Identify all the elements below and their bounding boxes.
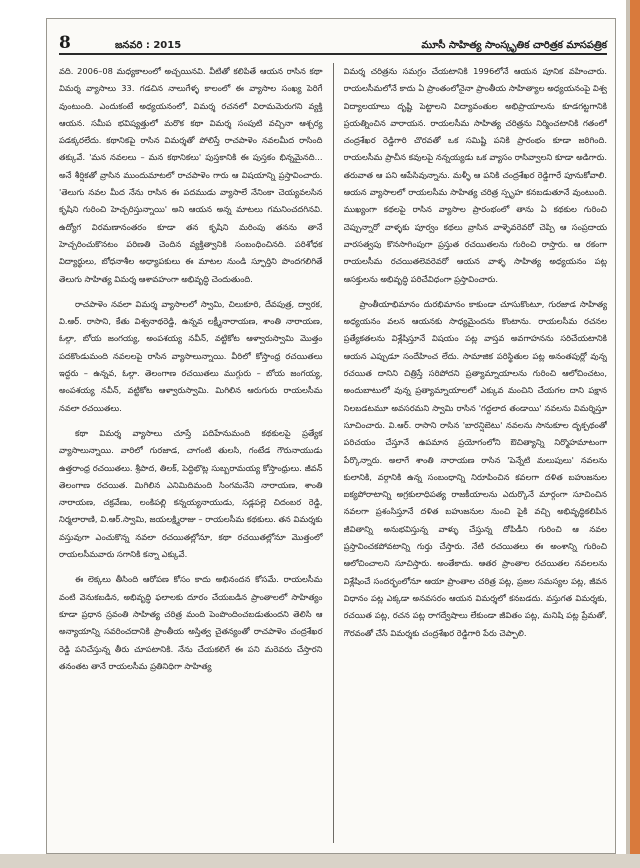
paragraph: ఈ లెక్కలు తీసింది ఆరోపణ కోసం కాదు అభినందన కోసమే. రాయలసీమ వంటి వెనుకబడిన, అభివృద్ధి ఫలాలకు దూరం చేయబడిన ప్రాంతాలలో సాహిత్యం కూడా ప్రధాన స్రవంతి సాహిత్య చరిత్ర మంది పెంపొందించబడుతుందని తెలిసి ఆ అన్యాయాన్ని సవరించదానికి ప్రాంతీయ అస్తిత్వ చైతన్యంతో రాచపాళెం చంద్రశేఖర రెడ్డి పనిచేస్తున్న తీరు చూపటానికి. నేను చేయకలిగే ఈ పని మరెవరు చేస్తారని తనంతట తానే రాయలసీమ ప్రతినిధిగా సాహిత్య (59, 574, 323, 671)
page-edge-orange (630, 0, 640, 868)
paragraph: ప్రాంతీయాభిమానం దురభిమానం కాకుండా చూసుకొంటూ, గురజాడ సాహిత్య అధ్యయనం వలన ఆయనకు సాధ్యమైందను కొంటాను. రాయలసీమ రచనల ప్రత్యేకతలను విశ్లేషిస్తూనే విషయం పట్ల వాస్తవ అవగాహనను సరిచేయటానికి ఆయన ఎప్పుడూ సందేహించ లేదు. సామాజిక పరిస్థితుల పట్ల అనంతపుర్లో వున్న రచయిత దానిని చిత్రిస్తే సరిపోదని ప్రత్యామ్నాయాలను గురించి ఆలోచించటం, అందుబాటులో వున్న ప్రత్యామ్నాయాలలో ఎక్కువ మంచిని చేయగల దాని పక్షాన నిలబడటమూ అవసరమని స్వామి రాసిన 'గద్దలాద తండాయి' నవలను విమర్శిస్తూ సూచించారు. వి.ఆర్. రాసాని రాసిన 'బారన్షిబెటు' నవలను సానుకూల దృక్పథంతో పరిచయం చేస్తూనే ఉపమాన ప్రయోగంలోని ఔచిత్యాన్ని నిర్మొహమాటంగా పేర్కొన్నారు. అలాగే శాంతి నారాయణ రాసిన 'పెన్నేటి మలుపులు' నవలను కులానికి, వర్గానికి ఉన్న సంబంధాన్ని నిరూపించిన కవలగా దళిత బహుజనుల ఐక్యపోరాటాన్ని అగ్రకులాధిపత్య రాజకీయాలను ఎదుర్కొనే మార్గంగా సూచించిన నవలగా ప్రశంసిస్తూనే దళిత బహుజనుల నుంచి పైకి వచ్చి అభివృద్ధికలిపిన జీవితాన్ని అనుభవిస్తున్న వాళ్ళు చేస్తున్న దోపిడీని గురించి ఆ నవల ప్రస్తావించకపోవటాన్ని గుర్తు చేస్తారు. నేటి రచయితలు ఈ అంశాన్ని గురించి ఆలోచించాలని సూచిస్తారు. అంతేకాదు. ఆతర ప్రాంతాల రచయితల నవలలను విశ్లేషించే సందర్భంలోనూ ఆయా ప్రాంతాల చరిత్ర పట్ల, ప్రజల సమస్యల పట్ల, జీవన విధానం పట్ల ఎక్కడా అనవసరం ఆయన విమర్శలో కనబడదు. వస్తుగత విమర్శకు, రచయిత పట్ల, రచన పట్ల రాగద్వేషాలు లేకుండా జీవితం పట్ల, మనిషి పట్ల ప్రేమతో, గౌరవంతో చేసే విమర్శకు చంద్రశేఖర రెడ్డిగారి పేరు చెప్పాలి. (343, 298, 607, 638)
left-column (59, 63, 323, 843)
right-column (344, 63, 608, 843)
article-body (59, 63, 607, 843)
paragraph: రాచపాళెం నవలా విమర్శ వ్యాసాలలో స్వామి, చిలుకూరి, దేవపుత్ర, ద్వారక, వి.ఆర్. రాసాని, కేతు విశ్వనాథరెడ్డి, ఉన్నవ లక్ష్మీనారాయణ, శాంతి నారాయణ, ఓల్గా, బోయ జంగయ్య, అంపశయ్య నవీన్, వట్టికోట ఆళ్వారుస్వామి మొత్తం పదకొండుమంది నవలలపై రాసిన వ్యాసాలున్నాయి. వీరిలో కోస్తాంధ్ర రచయితలు ఇద్దరు – ఉన్నవ, ఓల్గా. తెలంగాణ రచయితలు ముగ్గురు – బోయ జంగయ్య, అంపశయ్య నవీన్, వట్టికోట ఆళ్వారుస్వామి. మిగిలిన ఆరుగురు రాయలసీమ నవలా రచయితలు. (59, 298, 323, 413)
column-divider (333, 63, 334, 843)
magazine-page (46, 18, 616, 854)
paragraph: కథా విమర్శ వ్యాసాలు చూస్తే పదిహేనుమంది కథకులపై ప్రత్యేక వ్యాసాలున్నాయి. వారిలో గురజాడ, చాగంటి తులసి, గంటేడ గౌరునాయుడు ఉత్తరాంధ్ర రచయితలు. శ్రీపాద, తిలక్, పెద్దిభొట్ల సుబ్బరామయ్య కోస్తాంధ్రులు. జీవన్ తెలంగాణ రచయిత. మిగిలిన ఎనిమిదిమంది సింగమనేని నారాయణ, శాంతి నారాయణ, చక్రవేణు, లంకిపల్లి కన్నయ్యనాయుడు, సడ్లపల్లె చిదంబర రెడ్డి, నిర్మలారాణి, వి.ఆర్.స్వామి, జయలక్ష్మిరాజు – రాయలసీమ కథకులు. తన విమర్శకు వస్తువుగా ఎంచుకొన్న నవలా రచయితల్లోనూ, కథా రచయితల్లోనూ మొత్తంలో రాయలసీమవారు సగానికి కన్నా ఎక్కువే. (59, 427, 323, 560)
paragraph: వది. 2006–08 మధ్యకాలంలో అచ్చయినవి. వీటితో కలిపితే ఆయన రాసిన కథా విమర్శ వ్యాసాలు 33. గడచిన నాలుగేళ్ళ కాలంలో ఈ వ్యాసాల సంఖ్య పెరిగే వుంటుంది. ఎందుకంటే అధ్యయనంలో, విమర్శ రచనలో విరామమెరుగని వ్యక్తి ఆయన. సమీప భవిష్యత్తులో మరొక కథా విమర్శ సంపుటి వచ్చినా ఆశ్చర్య పడక్కరలేదు. కథానికపై రాసిన విమర్శతో పోలిస్తే రాచపాళెం నవలమీద రాసింది తక్కువే. 'మన నవలలు – మన కథానికలు' పుస్తకానికి ఈ పుస్తకం భిన్నమైనది... అనే శీర్షికతో వ్రాసిన ముందుమాటలో రాచపాళెం గారు ఆ విషయాన్ని ప్రస్తావించారు. 'తెలుగు నవల మీద నేను రాసిన ఈ పదముడు వ్యాసాలే నేనింకా చెయ్యవలసిన కృషిని గురించి హెచ్చరిస్తున్నాయి' అని ఆయన అన్న మాటలు గమనించదగినవి. ఉద్యోగ విరమణానంతరం కూడా తన కృషిని మరింపు తనను తానే హెచ్చరించుకొనటం పరిణతి చెందిన వ్యక్తిత్వానికి సంబంధించినది. పరిశోధక విద్యార్థులు, బోధనాశీల అధ్యాపకులు ఈ మాటల నుండి స్ఫూర్తిని పొందగలిగితే తెలుగు సాహిత్య విమర్శ ఆశావహంగా అభివృద్ధి చెందుతుంది. (59, 66, 323, 284)
page-number: 8 (59, 33, 71, 53)
issue-date: జనవరి : 2015 (115, 40, 182, 51)
magazine-title: మూసీ సాహిత్య సాంస్కృతిక చారిత్రక మాసపత్రిక (421, 40, 607, 51)
page-edge-bottom (0, 854, 640, 868)
page-header (59, 27, 607, 55)
paragraph: విమర్శ చరిత్రను సమగ్రం చేయటానికి 1996లోనే ఆయన పూనిక వహించారు. రాయలసీమలోనే కాదు ఏ ప్రాంతంలోనైనా ప్రాంతీయ సాహిత్యాల అధ్యయనంపై విశ్వ విద్యాలయాలు దృష్టి పెట్టాలని విద్యావంతుల అభిప్రాయాలను కూడగట్టగానికి ప్రయత్నించిన వారాయన. రాయలసీమ సాహిత్య చరిత్రను నిర్మించటానికి గతంలో చంద్రశేఖర రెడ్డిగారి చొరవతో ఒక సమిష్టి పనికి ప్రారంభం కూడా జరిగింది. రాయలసీమ ప్రాచీన కవులపై నన్నయ్యడు ఒక వ్యాసం రాసివ్వాలని కూడా అడిగారు. తరువాత ఆ పని ఆపేసివున్నాను. మళ్ళీ ఆ పనికి చంద్రశేఖర రెడ్డిగారే పూనుకోవాలి. ఆయన వ్యాసాలలో రాయలసీమ సాహిత్య చరిత్ర స్పృహ కనబడుతూనే వుంటుంది. ముఖ్యంగా కథలపై రాసిన వ్యాసాల ప్రారంభంలో తాను ఏ కథకుల గురించి చెప్పున్నారో వాళ్ళకు పూర్వం కథలు వ్రాసిన వాళ్ళెవరెవరో చెప్పి ఆ సంప్రదాయ వారసత్వపు కొనసాగింపుగా ప్రస్తుత రచయితలను గురించి రాస్తారు. ఆ రకంగా రాయలసీమ రచయితలెవరెవరో ఆయన వాళ్ళ సాహిత్య అధ్యయనం పట్ల ఆసక్తులను అభివృద్ధి పరిచేవిధంగా ప్రస్తావించారు. (343, 66, 607, 284)
